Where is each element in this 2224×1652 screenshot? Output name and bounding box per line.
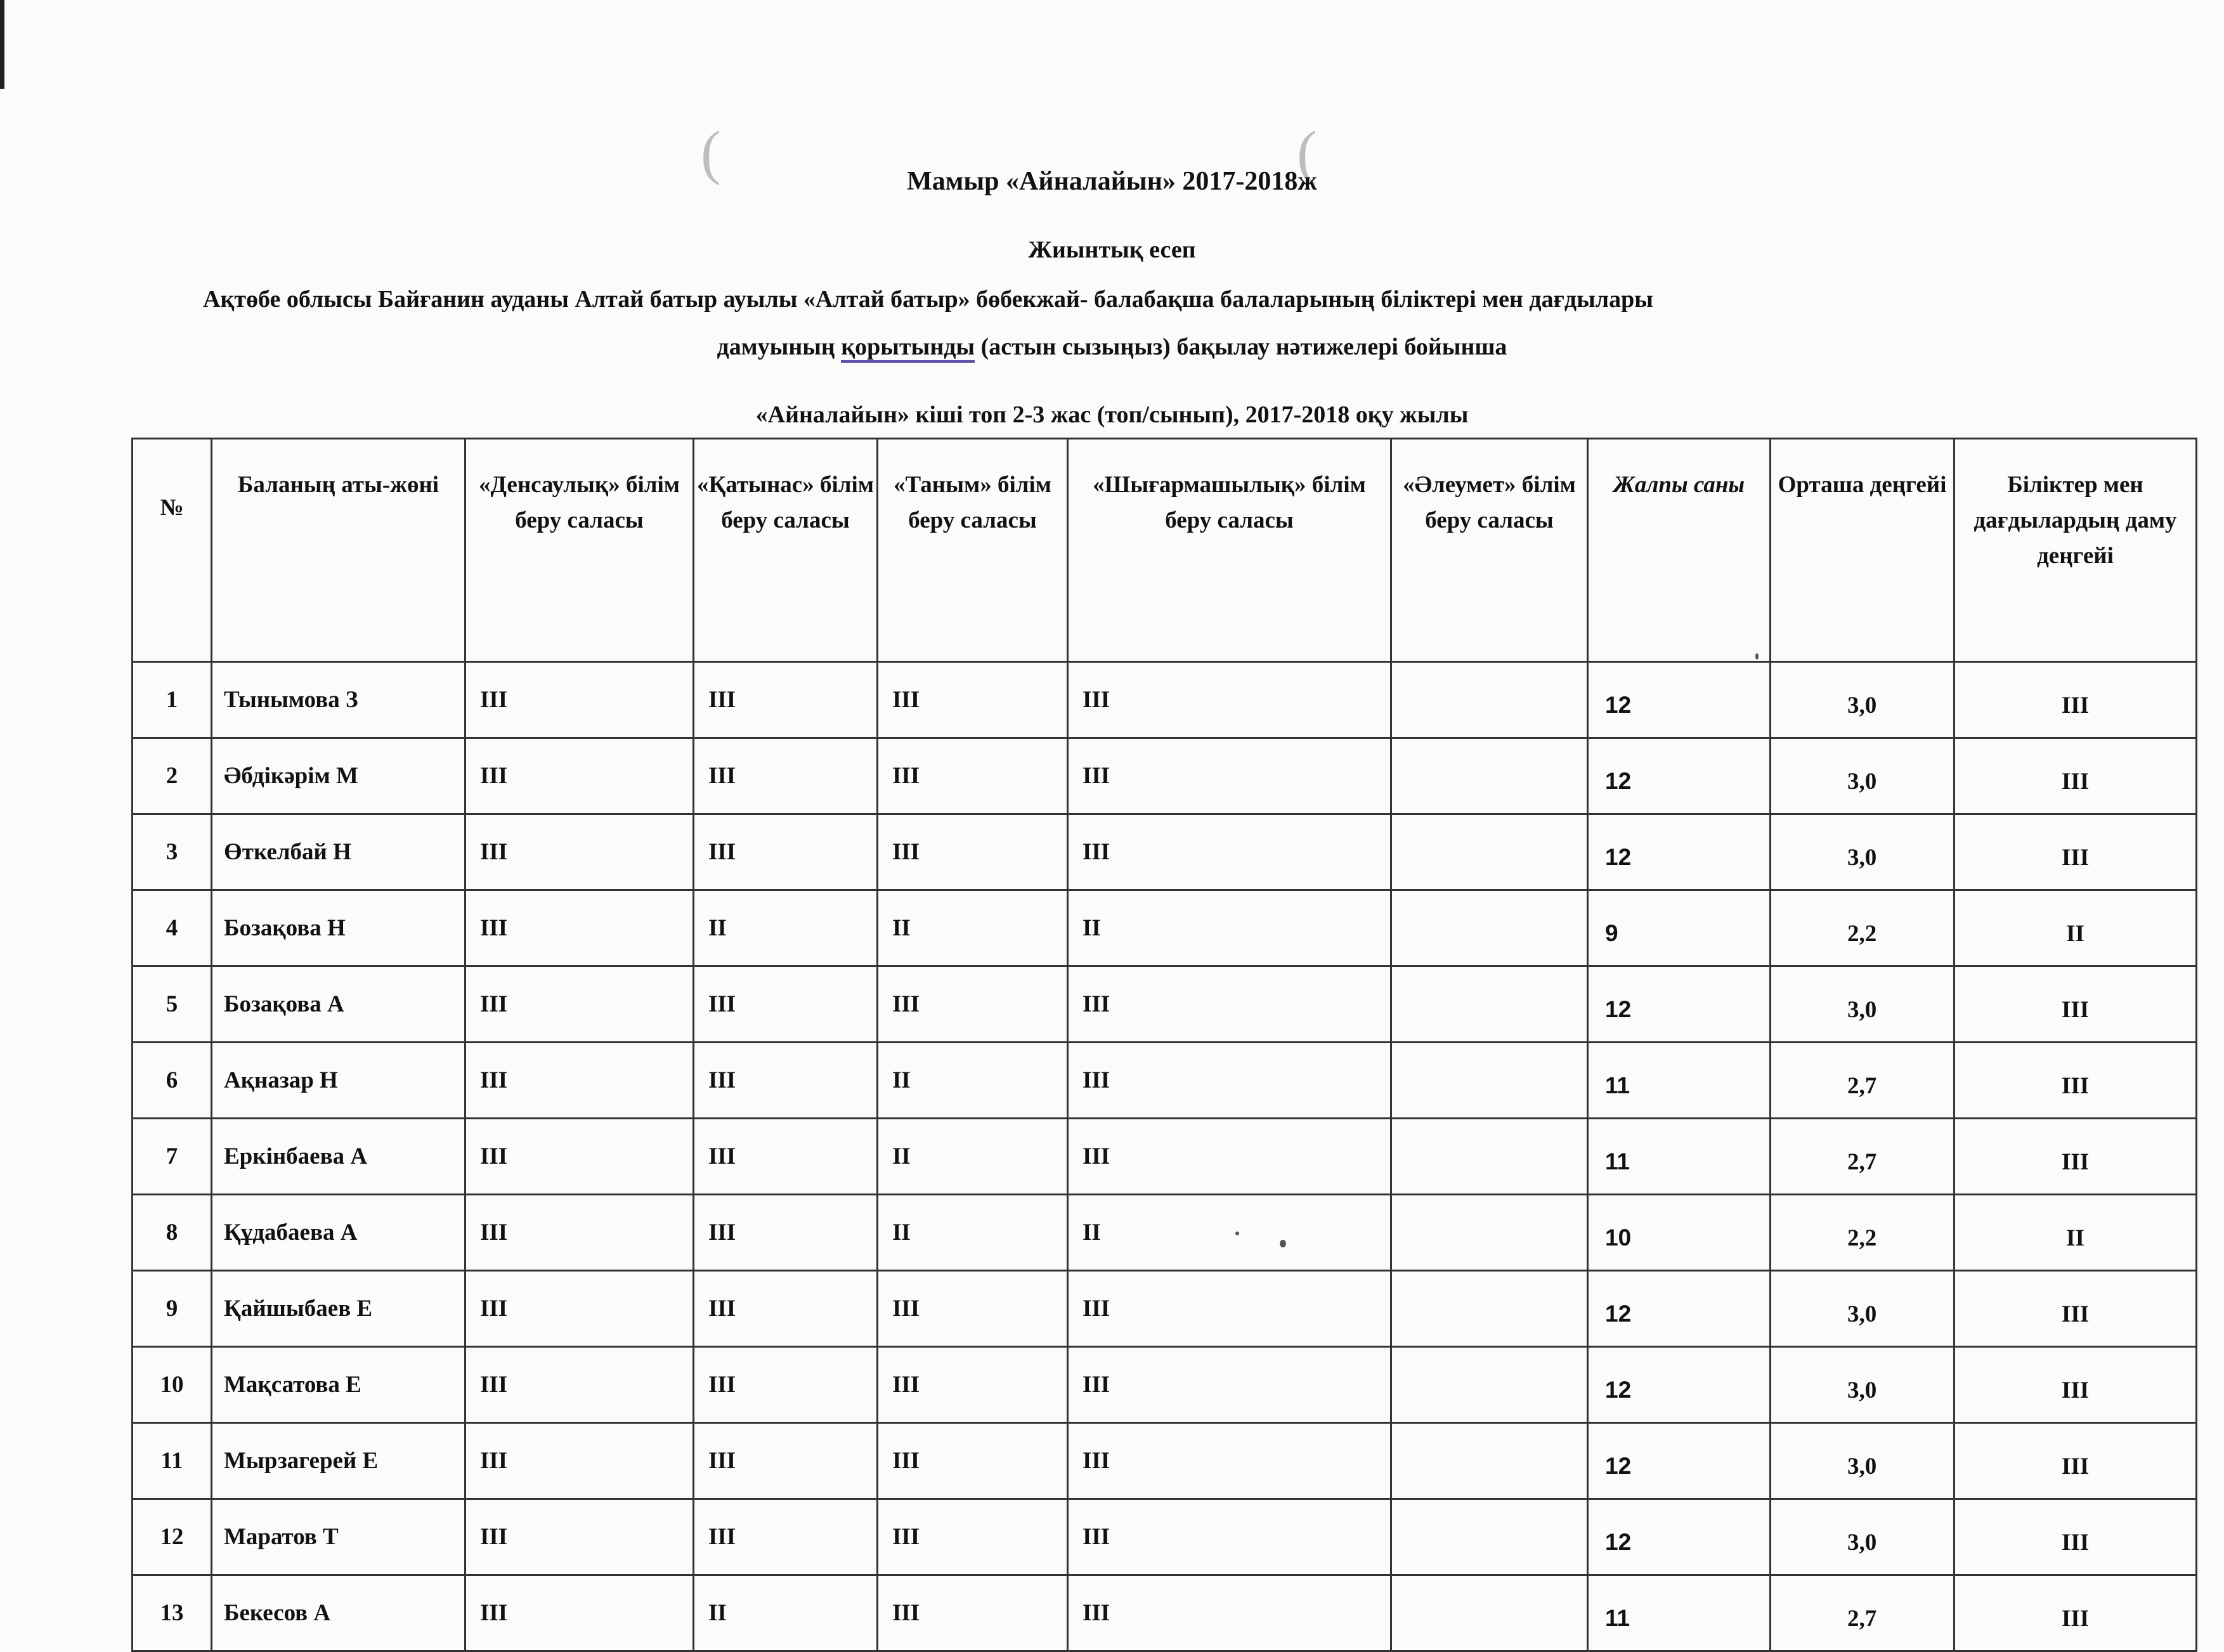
table-row — [133, 966, 2197, 1043]
table-row — [133, 890, 2197, 966]
creativity-level-cell: III — [1068, 1119, 1391, 1195]
table-row — [133, 1271, 2197, 1347]
creativity-level-cell: II — [1068, 1195, 1391, 1271]
development-level-cell: III — [1954, 1423, 2197, 1499]
communication-level-cell: III — [694, 1043, 878, 1119]
health-level-cell: III — [465, 1043, 694, 1119]
table-row — [133, 1423, 2197, 1499]
scan-edge-mark — [0, 0, 4, 89]
total-count-cell: 11 — [1588, 1043, 1771, 1119]
child-name-cell: Қайшыбаев Е — [212, 1271, 465, 1347]
total-count-cell: 9 — [1588, 890, 1771, 966]
cognition-level-cell: III — [878, 1499, 1068, 1575]
social-level-cell — [1391, 738, 1588, 814]
creativity-level-cell: III — [1068, 1575, 1391, 1651]
row-number-cell: 8 — [133, 1195, 212, 1271]
total-count-cell: 12 — [1588, 966, 1771, 1043]
description-suffix: (астын сызыңыз) бақылау нәтижелері бойынша — [975, 334, 1507, 360]
development-level-cell: III — [1954, 814, 2197, 890]
child-name-cell: Бекесов А — [212, 1575, 465, 1651]
communication-level-cell: III — [694, 1347, 878, 1423]
table-row — [133, 1575, 2197, 1651]
child-name-cell: Ақназар Н — [212, 1043, 465, 1119]
table-row — [133, 1499, 2197, 1575]
table-row — [133, 1195, 2197, 1271]
child-name-cell: Құдабаева А — [212, 1195, 465, 1271]
cognition-level-cell: II — [878, 1119, 1068, 1195]
development-level-cell: II — [1954, 1195, 2197, 1271]
communication-level-cell: III — [694, 1499, 878, 1575]
child-name-cell: Тынымова З — [212, 662, 465, 738]
child-name-cell: Бозақова Н — [212, 890, 465, 966]
social-level-cell — [1391, 1575, 1588, 1651]
column-header-child-name: Баланың аты-жөні — [212, 439, 465, 662]
cognition-level-cell: III — [878, 814, 1068, 890]
average-level-cell: 3,0 — [1771, 814, 1954, 890]
child-name-cell: Маратов Т — [212, 1499, 465, 1575]
description-underlined-word: қорытынды — [841, 334, 975, 363]
row-number-cell: 9 — [133, 1271, 212, 1347]
child-name-cell: Мақсатова Е — [212, 1347, 465, 1423]
document-title: Мамыр «Айналайын» 2017-2018ж — [907, 167, 1317, 196]
row-number-cell: 3 — [133, 814, 212, 890]
column-header-average: Орташа деңгейі — [1771, 439, 1954, 662]
social-level-cell — [1391, 1347, 1588, 1423]
creativity-level-cell: III — [1068, 738, 1391, 814]
group-line: «Айналайын» кіші топ 2-3 жас (топ/сынып), 2017-2018 оқу жылы — [755, 401, 1469, 428]
communication-level-cell: III — [694, 1195, 878, 1271]
document-subtitle: Жиынтық есеп — [1028, 237, 1196, 263]
cognition-level-cell: III — [878, 1347, 1068, 1423]
communication-level-cell: II — [694, 1575, 878, 1651]
child-name-cell: Мырзагерей Е — [212, 1423, 465, 1499]
communication-level-cell: III — [694, 738, 878, 814]
development-level-cell: III — [1954, 1347, 2197, 1423]
social-level-cell — [1391, 662, 1588, 738]
average-level-cell: 2,2 — [1771, 890, 1954, 966]
health-level-cell: III — [465, 890, 694, 966]
development-level-cell: II — [1954, 890, 2197, 966]
social-level-cell — [1391, 1043, 1588, 1119]
total-count-cell: 12 — [1588, 1423, 1771, 1499]
row-number-cell: 6 — [133, 1043, 212, 1119]
average-level-cell: 3,0 — [1771, 1347, 1954, 1423]
row-number-cell: 1 — [133, 662, 212, 738]
development-level-cell: III — [1954, 1499, 2197, 1575]
table-row — [133, 1119, 2197, 1195]
scan-speck — [1755, 653, 1759, 660]
column-header-health: «Денсаулық» білім беру саласы — [465, 439, 694, 662]
column-header-total: Жалпы саны — [1588, 439, 1771, 662]
health-level-cell: III — [465, 1271, 694, 1347]
average-level-cell: 2,7 — [1771, 1043, 1954, 1119]
table-row — [133, 662, 2197, 738]
average-level-cell: 2,7 — [1771, 1575, 1954, 1651]
column-header-development-level: Біліктер мен дағдылардың даму деңгейі — [1954, 439, 2197, 662]
child-name-cell: Әбдікәрім М — [212, 738, 465, 814]
social-level-cell — [1391, 966, 1588, 1043]
cognition-level-cell: III — [878, 1271, 1068, 1347]
total-count-cell: 10 — [1588, 1195, 1771, 1271]
cognition-level-cell: III — [878, 738, 1068, 814]
average-level-cell: 3,0 — [1771, 966, 1954, 1043]
cognition-level-cell: II — [878, 1043, 1068, 1119]
health-level-cell: III — [465, 1575, 694, 1651]
total-count-cell: 12 — [1588, 814, 1771, 890]
communication-level-cell: III — [694, 814, 878, 890]
creativity-level-cell: III — [1068, 1271, 1391, 1347]
table-row — [133, 738, 2197, 814]
creativity-level-cell: II — [1068, 890, 1391, 966]
creativity-level-cell: III — [1068, 1043, 1391, 1119]
total-count-cell: 12 — [1588, 1347, 1771, 1423]
social-level-cell — [1391, 814, 1588, 890]
row-number-cell: 13 — [133, 1575, 212, 1651]
assessment-table — [131, 438, 2197, 1652]
average-level-cell: 3,0 — [1771, 1423, 1954, 1499]
development-level-cell: III — [1954, 1575, 2197, 1651]
health-level-cell: III — [465, 1423, 694, 1499]
social-level-cell — [1391, 1499, 1588, 1575]
social-level-cell — [1391, 1119, 1588, 1195]
description-line-2 — [0, 333, 2224, 361]
health-level-cell: III — [465, 1347, 694, 1423]
health-level-cell: III — [465, 1499, 694, 1575]
health-level-cell: III — [465, 738, 694, 814]
health-level-cell: III — [465, 814, 694, 890]
total-count-cell: 11 — [1588, 1575, 1771, 1651]
column-header-communication: «Қатынас» білім беру саласы — [694, 439, 878, 662]
average-level-cell: 2,7 — [1771, 1119, 1954, 1195]
health-level-cell: III — [465, 1119, 694, 1195]
health-level-cell: III — [465, 1195, 694, 1271]
table-row — [133, 814, 2197, 890]
description-line-1: Ақтөбе облысы Байғанин ауданы Алтай батыр ауылы «Алтай батыр» бөбекжай- балабақша балаларының біліктері мен дағдылары — [203, 286, 1653, 313]
social-level-cell — [1391, 1195, 1588, 1271]
cognition-level-cell: III — [878, 662, 1068, 738]
total-count-cell: 12 — [1588, 1499, 1771, 1575]
cognition-level-cell: III — [878, 1423, 1068, 1499]
development-level-cell: III — [1954, 966, 2197, 1043]
column-header-cognition: «Таным» білім беру саласы — [878, 439, 1068, 662]
communication-level-cell: III — [694, 1423, 878, 1499]
scan-speck — [1280, 1240, 1286, 1247]
cognition-level-cell: II — [878, 890, 1068, 966]
development-level-cell: III — [1954, 1119, 2197, 1195]
average-level-cell: 2,2 — [1771, 1195, 1954, 1271]
row-number-cell: 12 — [133, 1499, 212, 1575]
communication-level-cell: III — [694, 1119, 878, 1195]
cognition-level-cell: III — [878, 1575, 1068, 1651]
punch-hole-mark-left: ( — [701, 119, 721, 186]
table-header-row — [133, 439, 2197, 662]
social-level-cell — [1391, 890, 1588, 966]
development-level-cell: III — [1954, 738, 2197, 814]
total-count-cell: 12 — [1588, 738, 1771, 814]
cognition-level-cell: III — [878, 966, 1068, 1043]
average-level-cell: 3,0 — [1771, 738, 1954, 814]
description-prefix: дамуының — [717, 334, 842, 360]
creativity-level-cell: III — [1068, 662, 1391, 738]
total-count-cell: 12 — [1588, 662, 1771, 738]
development-level-cell: III — [1954, 662, 2197, 738]
creativity-level-cell: III — [1068, 1499, 1391, 1575]
row-number-cell: 11 — [133, 1423, 212, 1499]
development-level-cell: III — [1954, 1043, 2197, 1119]
average-level-cell: 3,0 — [1771, 1499, 1954, 1575]
social-level-cell — [1391, 1271, 1588, 1347]
communication-level-cell: III — [694, 1271, 878, 1347]
row-number-cell: 7 — [133, 1119, 212, 1195]
health-level-cell: III — [465, 966, 694, 1043]
child-name-cell: Еркінбаева А — [212, 1119, 465, 1195]
column-header-number: № — [133, 439, 212, 662]
average-level-cell: 3,0 — [1771, 662, 1954, 738]
communication-level-cell: II — [694, 890, 878, 966]
health-level-cell: III — [465, 662, 694, 738]
row-number-cell: 2 — [133, 738, 212, 814]
cognition-level-cell: II — [878, 1195, 1068, 1271]
total-count-cell: 12 — [1588, 1271, 1771, 1347]
column-header-social: «Әлеумет» білім беру саласы — [1391, 439, 1588, 662]
table-row — [133, 1347, 2197, 1423]
column-header-creativity: «Шығармашылық» білім беру саласы — [1068, 439, 1391, 662]
punch-hole-mark-right: ( — [1297, 119, 1317, 186]
creativity-level-cell: III — [1068, 814, 1391, 890]
communication-level-cell: III — [694, 662, 878, 738]
creativity-level-cell: III — [1068, 966, 1391, 1043]
row-number-cell: 4 — [133, 890, 212, 966]
average-level-cell: 3,0 — [1771, 1271, 1954, 1347]
row-number-cell: 5 — [133, 966, 212, 1043]
table-row — [133, 1043, 2197, 1119]
social-level-cell — [1391, 1423, 1588, 1499]
child-name-cell: Өткелбай Н — [212, 814, 465, 890]
child-name-cell: Бозақова А — [212, 966, 465, 1043]
scan-speck — [1235, 1232, 1239, 1235]
communication-level-cell: III — [694, 966, 878, 1043]
creativity-level-cell: III — [1068, 1423, 1391, 1499]
total-count-cell: 11 — [1588, 1119, 1771, 1195]
row-number-cell: 10 — [133, 1347, 212, 1423]
creativity-level-cell: III — [1068, 1347, 1391, 1423]
development-level-cell: III — [1954, 1271, 2197, 1347]
